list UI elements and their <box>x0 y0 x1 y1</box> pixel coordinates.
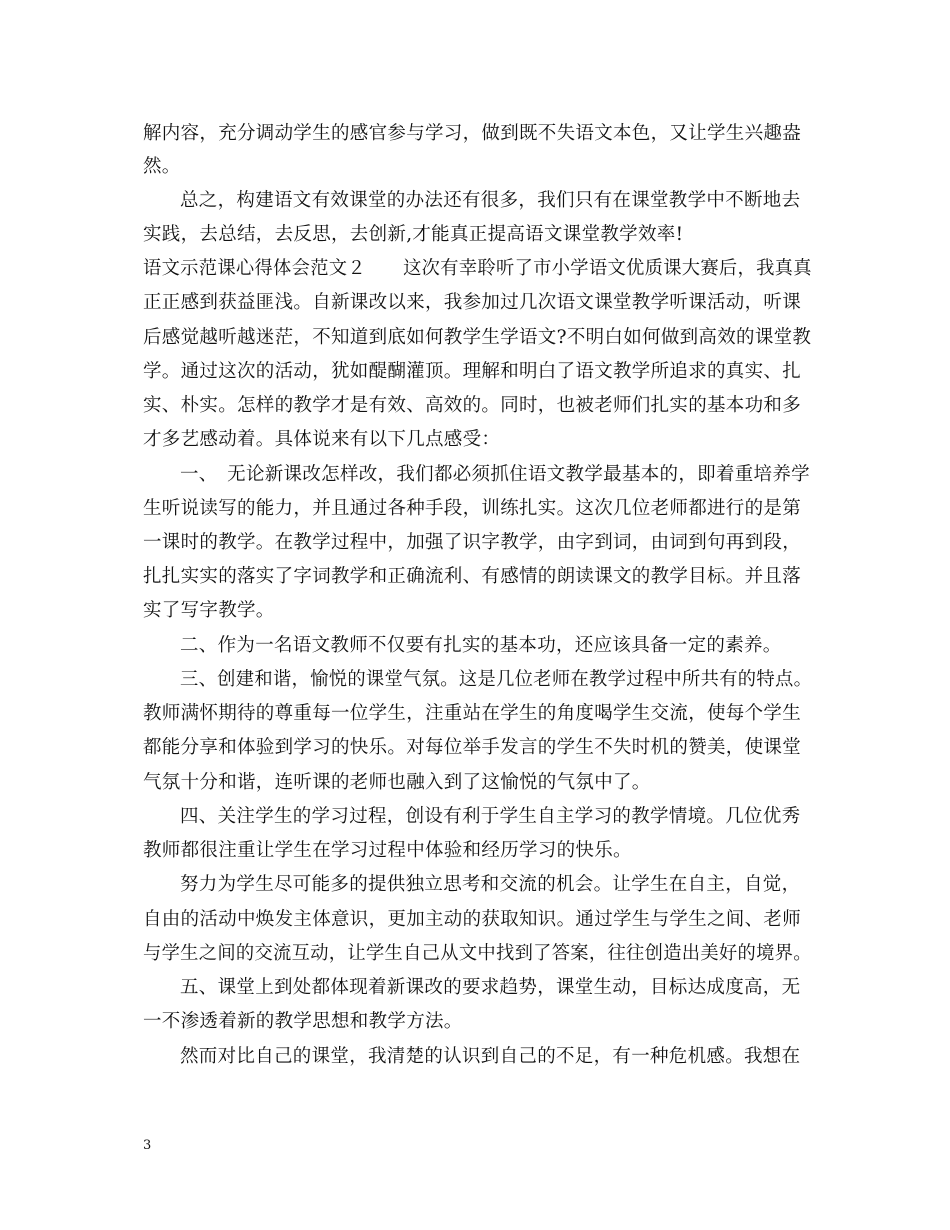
page-number: 3 <box>143 1138 152 1153</box>
text-line: 都能分享和体验到学习的快乐。对每位举手发言的学生不失时机的赞美，使课堂 <box>143 737 802 758</box>
text-line: 扎扎实实的落实了字词教学和正确流利、有感情的朗读课文的教学目标。并且落 <box>143 566 802 587</box>
section-heading-line: 语文示范课心得体会范文２ 这次有幸聆听了市小学语文优质课大赛后，我真真 <box>143 258 812 279</box>
text-line: 正正感到获益匪浅。自新课改以来，我参加过几次语文课堂教学听课活动，听课 <box>143 292 802 313</box>
text-line: 一不渗透着新的教学思想和教学方法。 <box>143 1011 463 1032</box>
text-line: 气氛十分和谐，连听课的老师也融入到了这愉悦的气氛中了。 <box>143 772 651 793</box>
text-line: 三、创建和谐，愉悦的课堂气氛。这是几位老师在教学过程中所共有的特点。 <box>180 669 813 690</box>
text-line: 二、作为一名语文教师不仅要有扎实的基本功，还应该具备一定的素养。 <box>180 635 782 656</box>
text-line: 实、朴实。怎样的教学才是有效、高效的。同时，也被老师们扎实的基本功和多 <box>143 395 802 416</box>
text-line: 后感觉越听越迷茫，不知道到底如何教学生学语文?不明白如何做到高效的课堂教 <box>143 327 812 348</box>
text-line: 四、关注学生的学习过程，创设有利于学生自主学习的教学情境。几位优秀 <box>180 806 801 827</box>
text-line: 总之，构建语文有效课堂的办法还有很多，我们只有在课堂教学中不断地去 <box>180 190 801 211</box>
text-line: 努力为学生尽可能多的提供独立思考和交流的机会。让学生在自主，自觉， <box>180 874 801 895</box>
text-line: 教师满怀期待的尊重每一位学生，注重站在学生的角度喝学生交流，使每个学生 <box>143 703 802 724</box>
text-line: 一、 无论新课改怎样改，我们都必须抓住语文教学最基本的，即着重培养学 <box>180 464 810 485</box>
text-line: 一课时的教学。在教学过程中，加强了识字教学，由字到词，由词到句再到段， <box>143 532 802 553</box>
text-line: 生听说读写的能力，并且通过各种手段，训练扎实。这次几位老师都进行的是第 <box>143 498 802 519</box>
text-line: 与学生之间的交流互动，让学生自己从文中找到了答案，往往创造出美好的境界。 <box>143 943 812 964</box>
text-line: 实践，去总结，去反思，去创新,才能真正提高语文课堂教学效率! <box>143 224 684 245</box>
text-line: 才多艺感动着。具体说来有以下几点感受： <box>143 429 501 450</box>
text-line: 五、课堂上到处都体现着新课改的要求趋势，课堂生动，目标达成度高，无 <box>180 977 801 998</box>
text-line: 学。通过这次的活动，犹如醍醐灌顶。理解和明白了语文教学所追求的真实、扎 <box>143 361 802 382</box>
text-line: 解内容，充分调动学生的感官参与学习，做到既不失语文本色，又让学生兴趣盎 <box>143 123 802 144</box>
text-line: 然而对比自己的课堂，我清楚的认识到自己的不足，有一种危机感。我想在 <box>180 1046 801 1067</box>
text-line: 教师都很注重让学生在学习过程中体验和经历学习的快乐。 <box>143 840 632 861</box>
text-line: 实了写字教学。 <box>143 600 275 621</box>
text-line: 自由的活动中焕发主体意识，更加主动的获取知识。通过学生与学生之间、老师 <box>143 909 802 930</box>
text-line: 然。 <box>143 156 181 177</box>
